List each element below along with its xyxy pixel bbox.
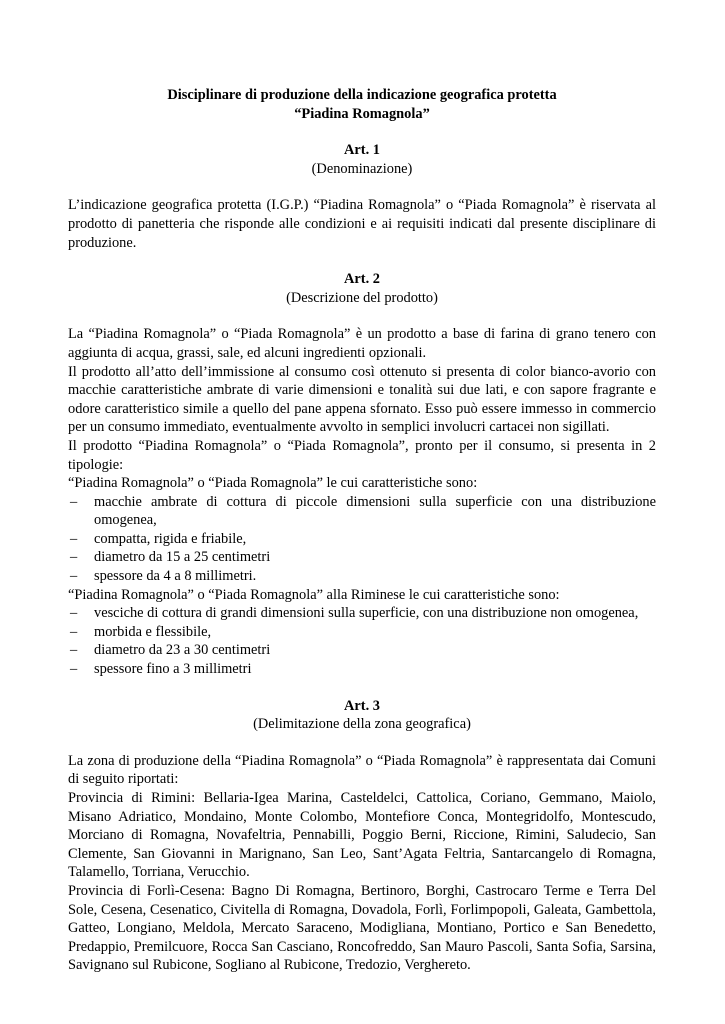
list-item-text: macchie ambrate di cottura di piccole dimensioni sulla superficie con una distribuzione omogenea, [94, 493, 656, 529]
art-3-header [68, 697, 656, 734]
art-3-paragraph-rimini: Provincia di Rimini: Bellaria-Igea Marina, Casteldelci, Cattolica, Coriano, Gemmano, Maiolo, Misano Adriatico, Mondaino, Monte Colombo, Montefiore Conca, Montegridolfo, Montescudo, Morciano di Romagna, Novafeltria, Pennabilli, Poggio Berni, Riccione, Rimini, Saludecio, San Clemente, San Giovanni in Marignano, San Leo, Sant’Agata Feltria, Santarcangelo di Romagna, Talamello, Torriana, Verucchio. [68, 790, 656, 881]
art-2-paragraph-3: Il prodotto “Piadina Romagnola” o “Piada Romagnola”, pronto per il consumo, si presenta in 2 tipologie: [68, 437, 656, 473]
list-item [68, 548, 656, 567]
list-item-text: spessore da 4 a 8 millimetri. [94, 568, 257, 585]
document-title [68, 86, 656, 123]
list-item [68, 660, 656, 679]
title-line-1: Disciplinare di produzione della indicazione geografica protetta [167, 87, 557, 103]
dash-bullet: – [70, 549, 78, 566]
dash-bullet: – [70, 642, 78, 659]
list-item-text: morbida e flessibile, [94, 623, 212, 640]
art-3-paragraph-forli-cesena: Provincia di Forlì-Cesena: Bagno Di Romagna, Bertinoro, Borghi, Castrocaro Terme e Terra Del Sole, Cesena, Cesenatico, Civitella di Romagna, Dovadola, Forlì, Forlimpopoli, Galeata, Gambettola, Gatteo, Longiano, Meldola, Mercato Saraceno, Modigliana, Montiano, Portico e San Benedetto, Predappio, Premilcuore, Rocca San Casciano, Roncofreddo, San Mauro Pascoli, Santa Sofia, Sarsina, Savignano sul Rubicone, Sogliano al Rubicone, Tredozio, Verghereto. [68, 882, 656, 974]
list-item-text: vesciche di cottura di grandi dimensioni sulla superficie, con una distribuzione non omogenea, [94, 605, 639, 622]
art-3-paragraph-1: La zona di produzione della “Piadina Romagnola” o “Piada Romagnola” è rappresentata dai Comuni di seguito riportati: [68, 752, 656, 788]
art-2-type-2-intro: “Piadina Romagnola” o “Piada Romagnola” alla Riminese le cui caratteristiche sono: [68, 586, 560, 603]
art-2-paragraph-1: La “Piadina Romagnola” o “Piada Romagnola” è un prodotto a base di farina di grano tenero con aggiunta di acqua, grassi, sale, ed alcuni ingredienti opzionali. [68, 326, 656, 361]
art-3-body [68, 752, 656, 975]
art-1-paragraph: L’indicazione geografica protetta (I.G.P.) “Piadina Romagnola” o “Piada Romagnola” è riservata al prodotto di panetteria che risponde alle condizioni e ai requisiti indicati dal presente disciplinare di produzione. [68, 197, 656, 251]
document-page [68, 86, 656, 993]
art-2-type-1-intro: “Piadina Romagnola” o “Piada Romagnola” le cui caratteristiche sono: [68, 475, 478, 492]
title-line-2: “Piadina Romagnola” [294, 105, 430, 122]
list-item [68, 623, 656, 642]
dash-bullet: – [70, 530, 78, 547]
dash-bullet: – [70, 623, 78, 640]
art-3-number: Art. 3 [344, 697, 380, 714]
list-item [68, 604, 656, 623]
dash-bullet: – [70, 661, 78, 678]
art-2-body [68, 325, 656, 678]
list-item-text: compatta, rigida e friabile, [94, 530, 247, 547]
art-2-header [68, 270, 656, 307]
art-2-paragraph-2: Il prodotto all’atto dell’immissione al consumo così ottenuto si presenta di color bianco-avorio con macchie caratteristiche ambrate di varie dimensioni e tonalità sui due lati, e con sapore fragrante e odore caratteristico simile a quello del pane appena sfornato. Esso può essere immesso in commercio per un consumo immediato, eventualmente avvolto in semplici involucri cartacei non sigillati. [68, 363, 656, 436]
art-1-body [68, 196, 656, 252]
art-2-type-1-list [68, 493, 656, 586]
art-2-number: Art. 2 [344, 271, 380, 288]
list-item [68, 530, 656, 549]
art-2-type-2-list [68, 604, 656, 678]
dash-bullet: – [70, 605, 78, 622]
list-item [68, 567, 656, 586]
dash-bullet: – [70, 493, 78, 510]
art-1-number: Art. 1 [344, 142, 380, 159]
art-2-heading: (Descrizione del prodotto) [286, 289, 438, 306]
art-1-heading: (Denominazione) [311, 160, 413, 177]
list-item [68, 641, 656, 660]
list-item-text: spessore fino a 3 millimetri [94, 661, 252, 678]
list-item [68, 493, 656, 530]
dash-bullet: – [70, 568, 78, 585]
art-1-header [68, 141, 656, 178]
list-item-text: diametro da 15 a 25 centimetri [94, 549, 271, 566]
list-item-text: diametro da 23 a 30 centimetri [94, 642, 271, 659]
art-3-heading: (Delimitazione della zona geografica) [253, 716, 471, 733]
